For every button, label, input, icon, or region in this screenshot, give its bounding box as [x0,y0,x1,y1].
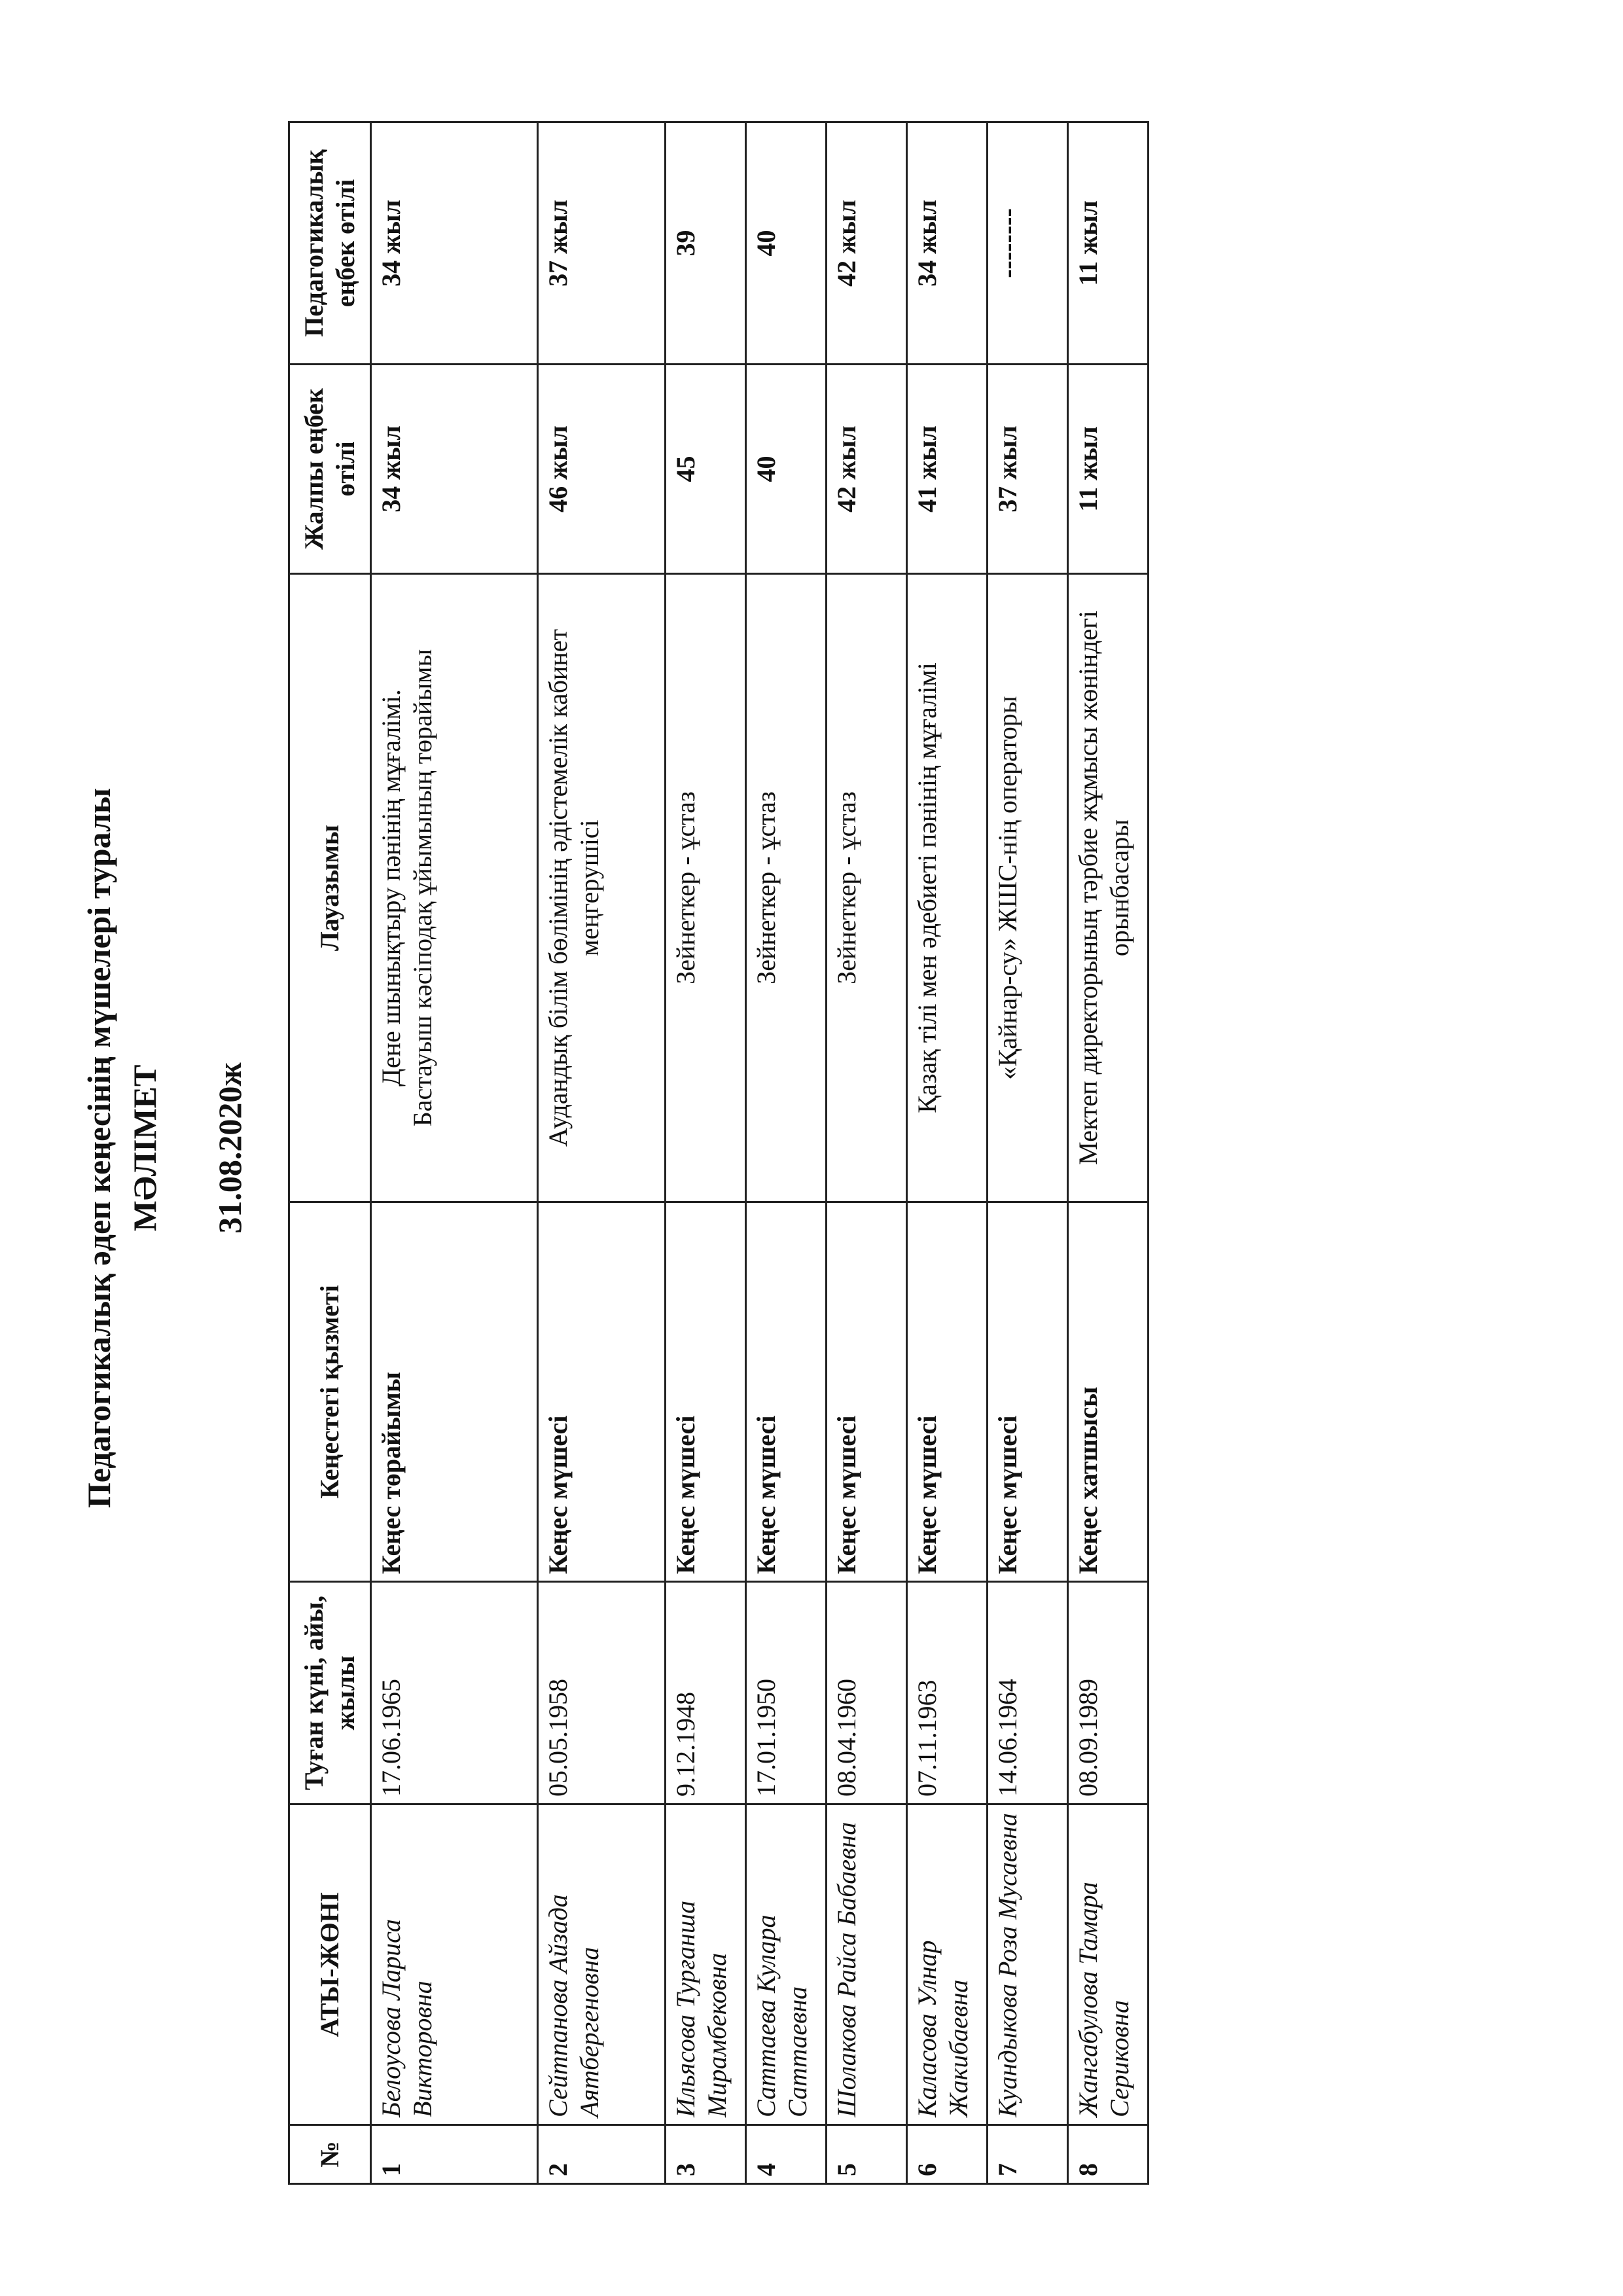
table-row [827,122,907,2184]
position-line: Мектеп директорының тәрбие жұмысы жөніндегі орынбасары [1073,611,1134,1165]
row-name: Куандыкова Роза Мусаевна [988,1804,1068,2125]
row-role: Кеңес мүшесі [666,1202,746,1582]
row-num: 5 [827,2125,907,2184]
table-row [666,122,746,2184]
row-ped-experience: 34 жыл [371,122,538,365]
row-position [746,574,827,1202]
row-ped-experience: 11 жыл [1068,122,1149,365]
row-total-experience: 42 жыл [827,365,907,574]
council-members-table [288,121,1149,2185]
table-row [538,122,666,2184]
row-total-experience: 40 [746,365,827,574]
row-dob: 17.06.1965 [371,1582,538,1804]
row-position [1068,574,1149,1202]
position-line: Зейнеткер - ұстаз [751,791,781,984]
table-row [988,122,1068,2184]
row-num: 3 [666,2125,746,2184]
row-total-experience: 41 жыл [907,365,988,574]
row-position [538,574,666,1202]
row-dob: 08.09.1989 [1068,1582,1149,1804]
row-role: Кеңес хатшысы [1068,1202,1149,1582]
table-row [907,122,988,2184]
row-name: Каласова Улнар Жакибаевна [907,1804,988,2125]
header-ped-experience: Педагогикалық еңбек өтілі [289,122,371,365]
row-role: Кеңес мүшесі [907,1202,988,1582]
row-role: Кеңес мүшесі [988,1202,1068,1582]
header-role: Кеңестегі қызметі [289,1202,371,1582]
row-ped-experience: 40 [746,122,827,365]
table-header-row [289,122,371,2184]
row-position [666,574,746,1202]
position-line: Дене шынықтыру пәнінің мұғалімі. [376,689,406,1086]
position-line: Аудандық білім бөлімінің әдістемелік кабинет меңгерушісі [543,629,604,1147]
row-total-experience: 45 [666,365,746,574]
row-role: Кеңес төрайымы [371,1202,538,1582]
header-position: Лауазымы [289,574,371,1202]
document-subtitle: МӘЛІМЕТ [126,1064,163,1232]
row-name: Белоусова Лариса Викторовна [371,1804,538,2125]
row-num: 2 [538,2125,666,2184]
row-dob: 14.06.1964 [988,1582,1068,1804]
position-line: Зейнеткер - ұстаз [832,791,861,984]
row-dob: 17.01.1950 [746,1582,827,1804]
row-num: 1 [371,2125,538,2184]
row-name: Сейтпанова Айзада Аятбергеновна [538,1804,666,2125]
row-ped-experience: 39 [666,122,746,365]
row-position [827,574,907,1202]
row-total-experience: 34 жыл [371,365,538,574]
row-dob: 9.12.1948 [666,1582,746,1804]
row-num: 6 [907,2125,988,2184]
row-dob: 05.05.1958 [538,1582,666,1804]
row-position [907,574,988,1202]
row-total-experience: 37 жыл [988,365,1068,574]
row-role: Кеңес мүшесі [746,1202,827,1582]
row-name: Ильясова Турғанша Мирамбековна [666,1804,746,2125]
position-line: Бастауыш кәсіподақ ұйымының төрайымы [408,649,437,1127]
header-name: АТЫ-ЖӨНІ [289,1804,371,2125]
document-date: 31.08.2020ж [211,1062,248,1234]
header-num: № [289,2125,371,2184]
row-position [371,574,538,1202]
table-row [746,122,827,2184]
row-name: Жангабулова Тамара Сериковна [1068,1804,1149,2125]
document-title: Педагогикалық әдеп кеңесінің мүшелері туралы [80,787,117,1509]
header-dob: Туған күні, айы, жылы [289,1582,371,1804]
header-total-experience: Жалпы еңбек өтілі [289,365,371,574]
row-dob: 07.11.1963 [907,1582,988,1804]
table-row [371,122,538,2184]
row-ped-experience: -------- [988,122,1068,365]
row-position [988,574,1068,1202]
row-ped-experience: 37 жыл [538,122,666,365]
row-num: 7 [988,2125,1068,2184]
row-num: 8 [1068,2125,1149,2184]
position-line: Қазақ тілі мен әдебиеті пәнінің мұғалімі [912,662,942,1113]
row-name: Шолакова Райса Бабаевна [827,1804,907,2125]
row-dob: 08.04.1960 [827,1582,907,1804]
row-total-experience: 46 жыл [538,365,666,574]
position-line: Зейнеткер - ұстаз [671,791,700,984]
row-ped-experience: 42 жыл [827,122,907,365]
row-num: 4 [746,2125,827,2184]
row-total-experience: 11 жыл [1068,365,1149,574]
position-line: «Қайнар-су» ЖШС-нің операторы [993,696,1022,1080]
row-name: Саттаева Кулара Саттаевна [746,1804,827,2125]
row-role: Кеңес мүшесі [827,1202,907,1582]
row-ped-experience: 34 жыл [907,122,988,365]
table-row [1068,122,1149,2184]
row-role: Кеңес мүшесі [538,1202,666,1582]
